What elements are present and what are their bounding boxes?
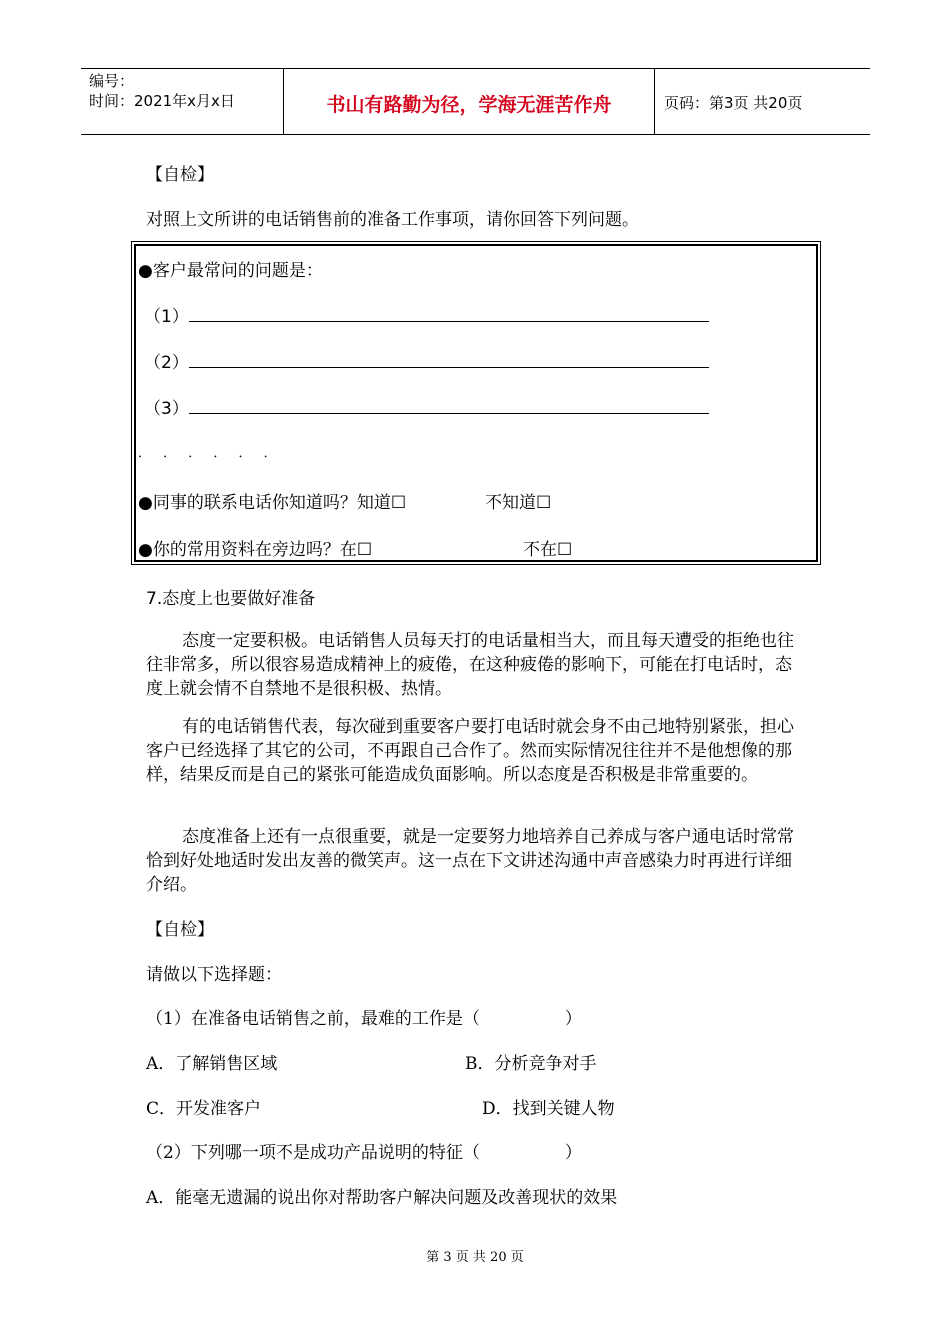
time-label: 时间：2021年x月x日 (89, 92, 235, 110)
choice-1-option-d[interactable]: D．找到关键人物 (482, 1099, 615, 1119)
choice-1-option-c[interactable]: C．开发准客户 (146, 1099, 262, 1119)
self-check-instruction-1: 对照上文所讲的电话销售前的准备工作事项，请你回答下列问题。 (146, 210, 639, 230)
answer-item-1: （1） (144, 307, 189, 327)
answer-line-1 (144, 302, 709, 327)
header-page-info: 页码：第3页 共20页 (664, 94, 803, 112)
paragraph-1: 态度一定要积极。电话销售人员每天打的电话量相当大，而且每天遭受的拒绝也往往非常多，所以很容易造成精神上的疲倦，在这种疲倦的影响下，可能在打电话时，态度上就会情不自禁地不是很积极、热情。 (146, 631, 794, 699)
choice-2-option-a[interactable]: A．能毫无遗漏的说出你对帮助客户解决问题及改善现状的效果 (146, 1188, 618, 1208)
answer-blank-3[interactable] (189, 399, 709, 414)
answer-blank-1[interactable] (189, 307, 709, 322)
header-motto: 书山有路勤为径，学海无涯苦作舟 (326, 94, 612, 116)
header-meta (89, 71, 235, 111)
self-check-heading-2: 【自检】 (146, 920, 214, 940)
header-top-rule (81, 68, 870, 69)
header-bottom-rule (81, 134, 870, 135)
paragraph-3: 态度准备上还有一点很重要，就是一定要努力地培养自己养成与客户通电话时常常恰到好处地适时发出友善的微笑声。这一点在下文讲述沟通中声音感染力时再进行详细介绍。 (146, 827, 794, 895)
choice-question-1: （1）在准备电话销售之前，最难的工作是（ ） (146, 1009, 582, 1029)
ellipsis-dots: ． ． ． ． ． ． (138, 446, 281, 461)
section-title: 7.态度上也要做好准备 (146, 589, 316, 609)
self-check-heading-1: 【自检】 (146, 165, 214, 185)
box-question-2: ●同事的联系电话你知道吗？知道☐ (138, 493, 407, 513)
box-question-2-option[interactable]: 不知道☐ (485, 493, 552, 513)
page-footer: 第 3 页 共 20 页 (426, 1250, 524, 1265)
answer-line-2 (144, 348, 709, 373)
number-label: 编号： (89, 72, 135, 90)
answer-blank-2[interactable] (189, 353, 709, 368)
question-box (134, 244, 818, 562)
page-header (81, 68, 870, 135)
answer-line-3 (144, 394, 709, 419)
box-question-3: ●你的常用资料在旁边吗？在☐ (138, 540, 373, 560)
answer-item-3: （3） (144, 399, 189, 419)
choice-question-2: （2）下列哪一项不是成功产品说明的特征（ ） (146, 1143, 582, 1163)
header-divider-right (654, 68, 655, 135)
answer-item-2: （2） (144, 353, 189, 373)
paragraph-2: 有的电话销售代表，每次碰到重要客户要打电话时就会身不由己地特别紧张，担心客户已经选择了其它的公司，不再跟自己合作了。然而实际情况往往并不是他想像的那样，结果反而是自己的紧张可能造成负面影响。所以态度是否积极是非常重要的。 (146, 717, 794, 785)
box-question-3-option[interactable]: 不在☐ (523, 540, 573, 560)
self-check-instruction-2: 请做以下选择题： (146, 965, 282, 985)
choice-1-option-b[interactable]: B．分析竞争对手 (465, 1054, 597, 1074)
box-question-1: ●客户最常问的问题是： (138, 261, 323, 281)
choice-1-option-a[interactable]: A．了解销售区域 (146, 1054, 278, 1074)
